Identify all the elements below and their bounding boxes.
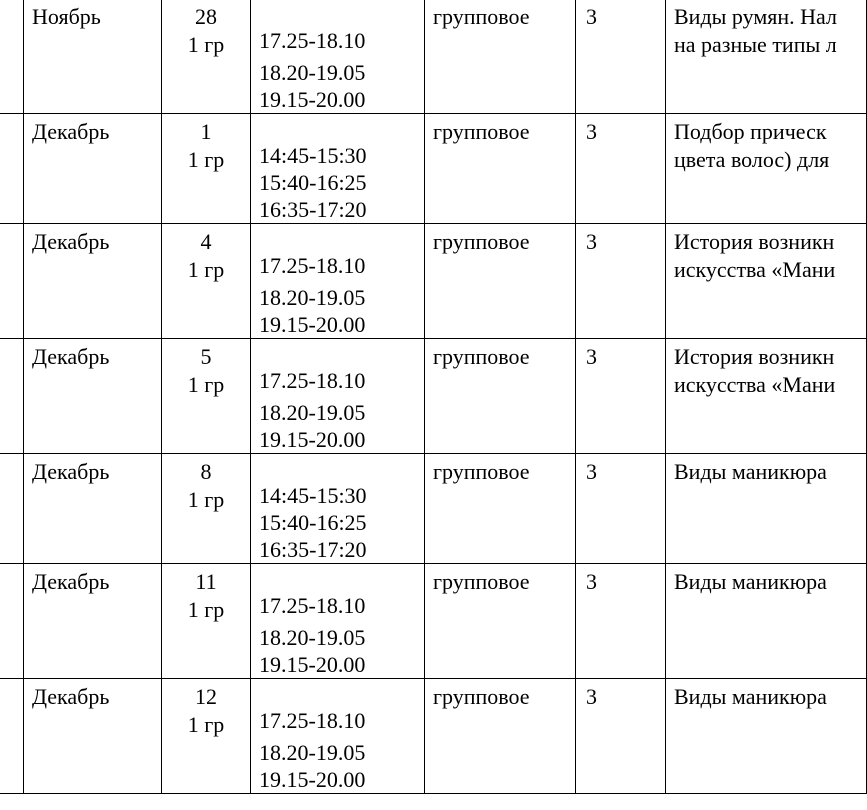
time-slot: 15:40-16:25 bbox=[259, 170, 367, 195]
time-slot: 18.20-19.05 bbox=[259, 60, 366, 85]
hours-count: 3 bbox=[586, 684, 597, 709]
time-slot: 15:40-16:25 bbox=[259, 510, 367, 535]
table-row bbox=[0, 564, 867, 679]
group-label: 1 гр bbox=[187, 147, 225, 172]
table-row bbox=[0, 339, 867, 454]
hours-cell bbox=[576, 564, 666, 679]
time-cell bbox=[251, 0, 425, 114]
time-cell bbox=[251, 224, 425, 339]
month-text: Декабрь bbox=[32, 229, 110, 254]
table-row bbox=[0, 114, 867, 224]
lesson-form: групповое bbox=[433, 344, 530, 369]
lesson-form-cell bbox=[425, 339, 576, 454]
month-text: Декабрь bbox=[32, 344, 110, 369]
day-number: 4 bbox=[200, 229, 212, 254]
topic-line: Виды румян. Нал bbox=[674, 4, 837, 29]
time-slot: 18.20-19.05 bbox=[259, 285, 366, 310]
group-label: 1 гр bbox=[187, 597, 225, 622]
row-number-cell bbox=[0, 564, 24, 679]
topic-line: цвета волос) для bbox=[674, 147, 830, 172]
time-slot: 17.25-18.10 bbox=[259, 593, 366, 618]
time-slot: 19.15-20.00 bbox=[259, 87, 366, 112]
date-cell bbox=[162, 454, 251, 564]
lesson-form-cell bbox=[425, 679, 576, 794]
lesson-form: групповое bbox=[433, 229, 530, 254]
month-cell bbox=[24, 679, 162, 794]
topic-cell bbox=[666, 224, 867, 339]
topic-cell bbox=[666, 454, 867, 564]
time-slot: 18.20-19.05 bbox=[259, 625, 366, 650]
group-label: 1 гр bbox=[187, 32, 225, 57]
day-number: 1 bbox=[200, 119, 212, 144]
hours-count: 3 bbox=[586, 344, 597, 369]
day-number: 5 bbox=[200, 344, 212, 369]
month-cell bbox=[24, 454, 162, 564]
topic-cell bbox=[666, 114, 867, 224]
time-slot: 17.25-18.10 bbox=[259, 28, 366, 53]
group-label: 1 гр bbox=[187, 257, 225, 282]
time-cell bbox=[251, 679, 425, 794]
day-number: 8 bbox=[200, 459, 212, 484]
month-text: Декабрь bbox=[32, 459, 110, 484]
topic-line: История возникн bbox=[674, 229, 835, 254]
topic-cell bbox=[666, 339, 867, 454]
time-cell bbox=[251, 454, 425, 564]
time-slot: 14:45-15:30 bbox=[259, 483, 367, 508]
time-cell bbox=[251, 339, 425, 454]
time-slot: 17.25-18.10 bbox=[259, 253, 366, 278]
hours-cell bbox=[576, 224, 666, 339]
topic-cell bbox=[666, 679, 867, 794]
time-slot: 19.15-20.00 bbox=[259, 767, 366, 792]
time-slot: 19.15-20.00 bbox=[259, 427, 366, 452]
lesson-form: групповое bbox=[433, 684, 530, 709]
lesson-form-cell bbox=[425, 454, 576, 564]
lesson-form-cell bbox=[425, 564, 576, 679]
day-number: 11 bbox=[195, 569, 217, 594]
lesson-form: групповое bbox=[433, 569, 530, 594]
row-number-cell bbox=[0, 679, 24, 794]
lesson-form: групповое bbox=[433, 459, 530, 484]
month-text: Декабрь bbox=[32, 119, 110, 144]
time-slot: 17.25-18.10 bbox=[259, 708, 366, 733]
hours-cell bbox=[576, 0, 666, 114]
day-number: 12 bbox=[195, 684, 217, 709]
hours-count: 3 bbox=[586, 569, 597, 594]
table-row bbox=[0, 224, 867, 339]
date-cell bbox=[162, 114, 251, 224]
month-cell bbox=[24, 564, 162, 679]
hours-count: 3 bbox=[586, 229, 597, 254]
time-slot: 16:35-17:20 bbox=[259, 537, 367, 562]
topic-line: Виды маникюра bbox=[674, 684, 827, 709]
date-cell bbox=[162, 0, 251, 114]
row-number-cell bbox=[0, 339, 24, 454]
group-label: 1 гр bbox=[187, 712, 225, 737]
table-row bbox=[0, 454, 867, 564]
time-slot: 16:35-17:20 bbox=[259, 197, 367, 222]
day-number: 28 bbox=[195, 4, 217, 29]
table-row bbox=[0, 679, 867, 794]
month-cell bbox=[24, 114, 162, 224]
lesson-form-cell bbox=[425, 0, 576, 114]
date-cell bbox=[162, 339, 251, 454]
hours-cell bbox=[576, 454, 666, 564]
row-number-cell bbox=[0, 114, 24, 224]
topic-line: Виды маникюра bbox=[674, 569, 827, 594]
topic-line: искусства «Мани bbox=[674, 257, 836, 282]
topic-cell bbox=[666, 564, 867, 679]
topic-line: Подбор прическ bbox=[674, 119, 827, 144]
row-number-cell bbox=[0, 224, 24, 339]
date-cell bbox=[162, 224, 251, 339]
row-number-cell bbox=[0, 454, 24, 564]
group-label: 1 гр bbox=[187, 372, 225, 397]
group-label: 1 гр bbox=[187, 487, 225, 512]
table-row bbox=[0, 0, 867, 114]
month-cell bbox=[24, 339, 162, 454]
time-cell bbox=[251, 564, 425, 679]
time-cell bbox=[251, 114, 425, 224]
time-slot: 18.20-19.05 bbox=[259, 740, 366, 765]
lesson-form: групповое bbox=[433, 119, 530, 144]
lesson-form-cell bbox=[425, 224, 576, 339]
hours-count: 3 bbox=[586, 119, 597, 144]
time-slot: 19.15-20.00 bbox=[259, 312, 366, 337]
hours-count: 3 bbox=[586, 4, 597, 29]
lesson-form-cell bbox=[425, 114, 576, 224]
row-number-cell bbox=[0, 0, 24, 114]
topic-line: История возникн bbox=[674, 344, 835, 369]
topic-line: Виды маникюра bbox=[674, 459, 827, 484]
hours-cell bbox=[576, 679, 666, 794]
date-cell bbox=[162, 679, 251, 794]
time-slot: 19.15-20.00 bbox=[259, 652, 366, 677]
lesson-form: групповое bbox=[433, 4, 530, 29]
hours-cell bbox=[576, 339, 666, 454]
time-slot: 14:45-15:30 bbox=[259, 143, 367, 168]
date-cell bbox=[162, 564, 251, 679]
month-text: Декабрь bbox=[32, 569, 110, 594]
time-slot: 17.25-18.10 bbox=[259, 368, 366, 393]
time-slot: 18.20-19.05 bbox=[259, 400, 366, 425]
topic-line: искусства «Мани bbox=[674, 372, 836, 397]
month-text: Ноябрь bbox=[32, 4, 101, 29]
month-cell bbox=[24, 0, 162, 114]
month-cell bbox=[24, 224, 162, 339]
month-text: Декабрь bbox=[32, 684, 110, 709]
topic-cell bbox=[666, 0, 867, 114]
hours-count: 3 bbox=[586, 459, 597, 484]
topic-line: на разные типы л bbox=[674, 32, 837, 57]
hours-cell bbox=[576, 114, 666, 224]
